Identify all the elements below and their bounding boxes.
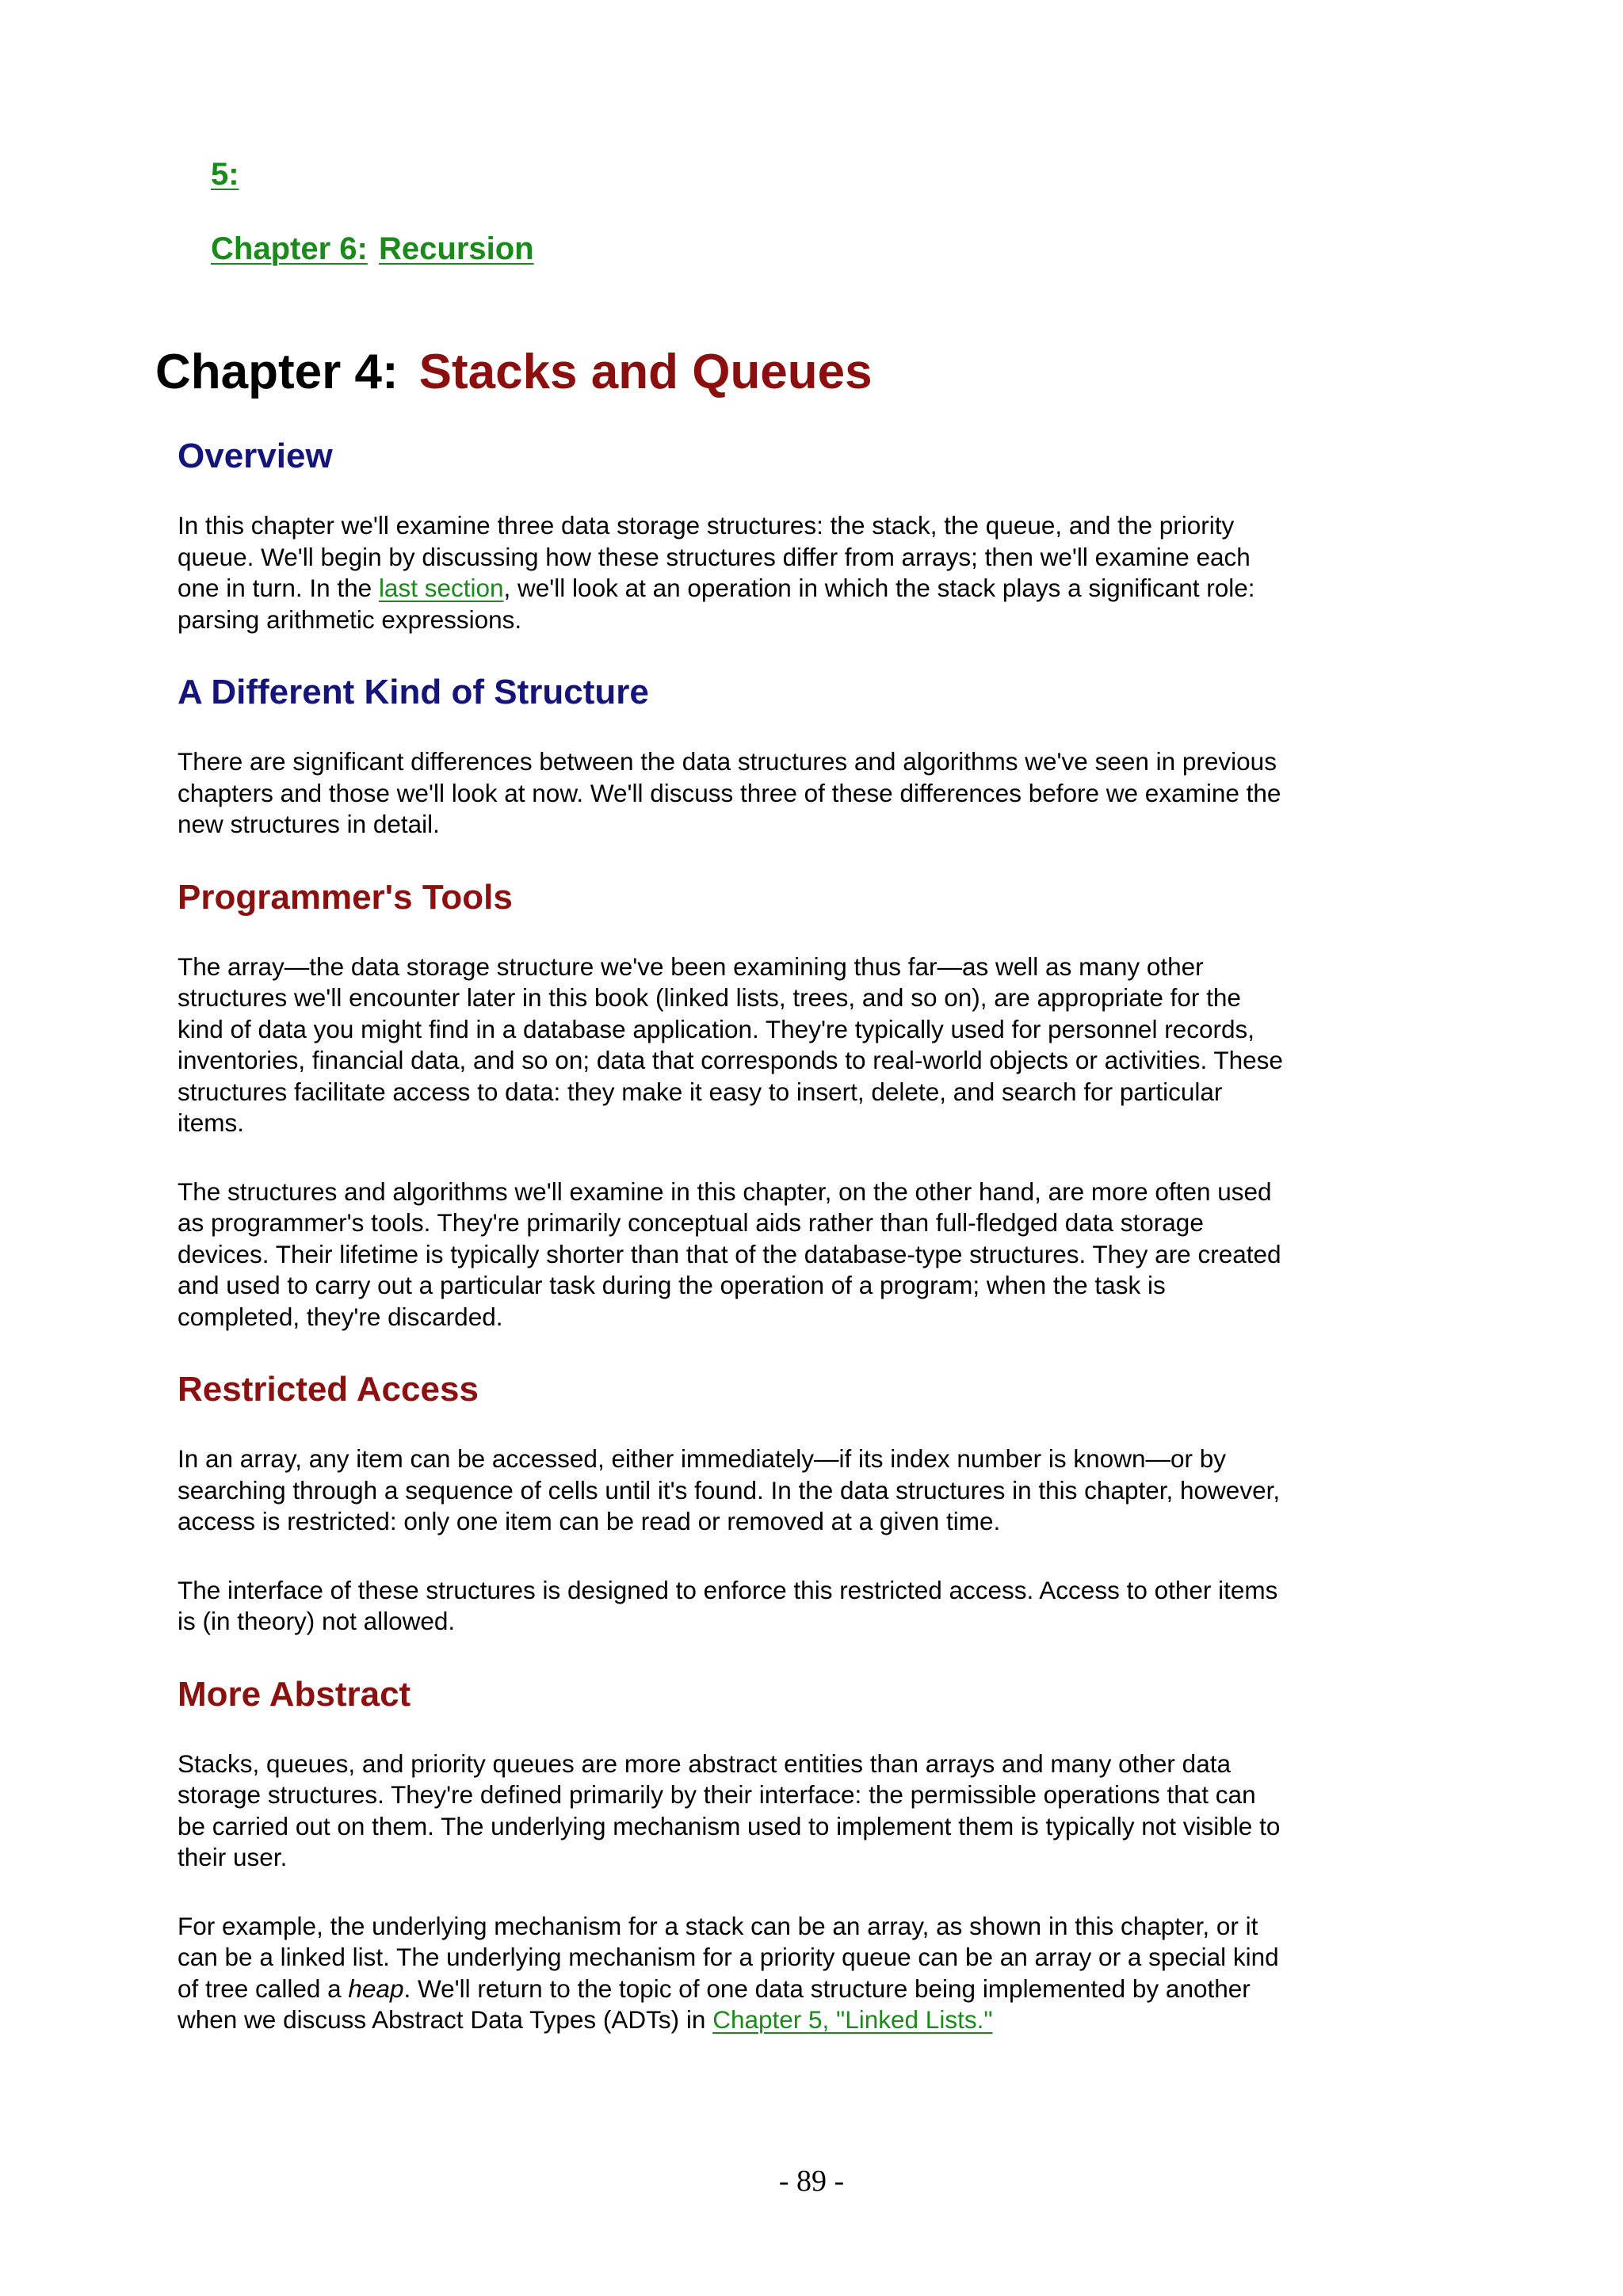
paragraph-restricted-2: The interface of these structures is designed to enforce this restricted access. Access to other items is (in theory) not allowed. — [178, 1575, 1278, 1635]
paragraph-tools-1: The array—the data storage structure we've been examining thus far—as well as many other structures we'll encounter later in this book (linked lists, trees, and so on), are appropriate for the kind of data you might find in a database application. They're typically used for personnel records, inventories, financial data, and so on; data that corresponds to real-world objects or activities. These structures facilitate access to data: they make it easy to insert, delete, and search for particular items. — [178, 952, 1283, 1137]
heading-restricted-access: Restricted Access — [178, 1370, 479, 1409]
paragraph-different-kind: There are significant differences between the data structures and algorithms we've seen in previous chapters and those we'll look at now. We'll discuss three of these differences before we examine the new structures in detail. — [178, 747, 1281, 838]
paragraph-restricted-1: In an array, any item can be accessed, either immediately—if its index number is known—or by searching through a sequence of cells until it's found. In the data structures in this chapter, however, access is restricted: only one item can be read or removed at a given time. — [178, 1444, 1281, 1535]
chapter-content — [178, 434, 1287, 2036]
page-number: - 89 - — [778, 2164, 845, 2198]
toc-fragment — [211, 155, 534, 268]
chapter-label: Chapter 4: — [155, 345, 399, 399]
heading-different-kind: A Different Kind of Structure — [178, 673, 649, 711]
paragraph-overview: In this chapter we'll examine three data storage structures: the stack, the queue, and the priority queue. We'll begin by discussing how these structures differ from arrays; then we'll examine each one in turn. In the last section, we'll look at an operation in which the stack plays a significant role: parsing arithmetic expressions. — [178, 511, 1255, 634]
toc-row — [211, 230, 534, 268]
heading-overview: Overview — [178, 437, 333, 475]
paragraph-tools-2: The structures and algorithms we'll examine in this chapter, on the other hand, are more often used as programmer's tools. They're primarily conceptual aids rather than full-fledged data storage devices. Their lifetime is typically shorter than that of the database-type structures. They are created and used to carry out a particular task during the operation of a program; when the task is completed, they're discarded. — [178, 1177, 1281, 1331]
term-heap: heap — [348, 1974, 404, 2003]
paragraph-abstract-2: For example, the underlying mechanism for a stack can be an array, as shown in this chapter, or it can be a linked list. The underlying mechanism for a priority queue can be an array or a special kind of tree called a heap. We'll return to the topic of one data structure being implemented by another when we discuss Abstract Data Types (ADTs) in Chapter 5, "Linked Lists." — [178, 1911, 1279, 2034]
heading-more-abstract: More Abstract — [178, 1674, 411, 1714]
heading-programmers-tools: Programmer's Tools — [178, 877, 513, 917]
last-section-link[interactable]: last section — [378, 574, 504, 602]
chapter-5-link[interactable]: Chapter 5, "Linked Lists." — [712, 2005, 993, 2034]
toc-link-chapter-6[interactable]: Chapter 6: — [211, 231, 368, 266]
chapter-name: Stacks and Queues — [418, 345, 873, 399]
toc-link-chapter-5[interactable]: 5: — [211, 157, 239, 192]
toc-row — [211, 155, 534, 193]
toc-link-recursion[interactable]: Recursion — [379, 231, 534, 266]
chapter-title — [155, 341, 873, 404]
paragraph-abstract-1: Stacks, queues, and priority queues are more abstract entities than arrays and many other data storage structures. They're defined primarily by their interface: the permissible operations that can be carried out on them. The underlying mechanism used to implement them is typically not visible to their user. — [178, 1749, 1281, 1871]
